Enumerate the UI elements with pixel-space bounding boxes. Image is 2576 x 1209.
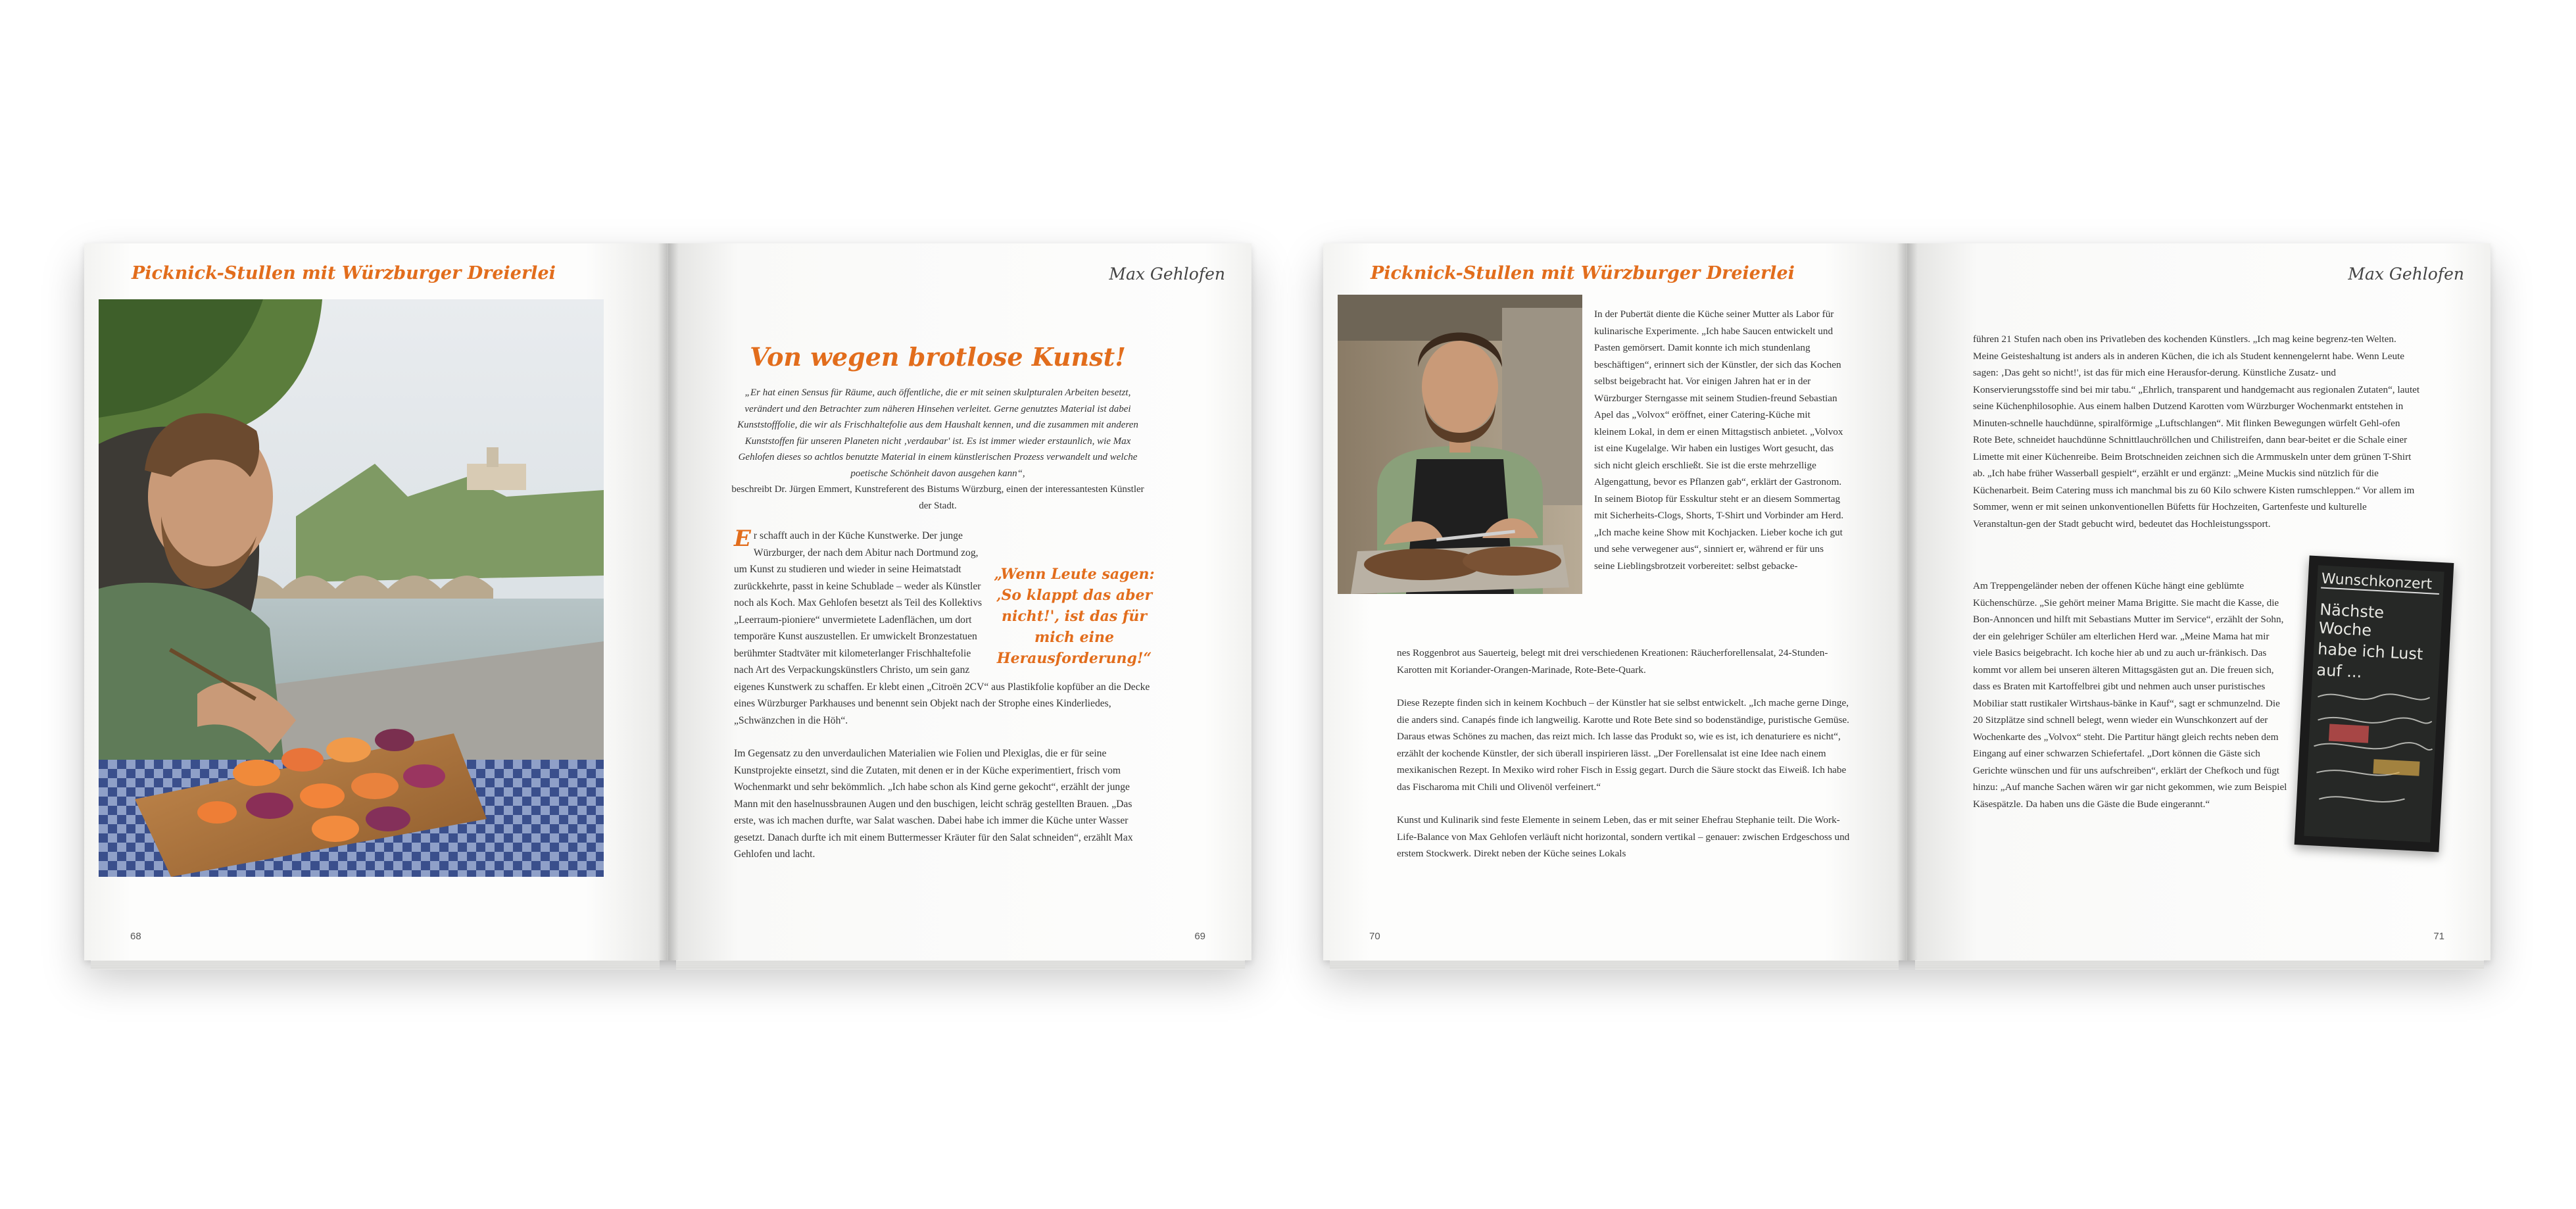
page-69: [668, 243, 1252, 960]
intro-quote-text: „Er hat einen Sensus für Räume, auch öffentliche, die er mit seinen skulpturalen Arbeiten besetzt, verändert und den Betrachter zum näheren Hinsehen verleitet. Gerne genutztes Material ist dabei Kunststofffolie, die wir als Frischhaltefolie aus dem Haushalt kennen, und die zusammen mit anderen Kunststoffen für unseren Planeten nicht ‚verdaubar' ist. Es ist immer wieder erstaunlich, wie Max Gehlofen dieses so achtlos benutzte Material in einem künstlerischen Prozess verwandelt und welche poetische Schönheit davon ausgehen kann“,: [737, 387, 1138, 479]
intro-attribution: beschreibt Dr. Jürgen Emmert, Kunstreferent des Bistums Würzburg, einen der interessantesten Künstler der Stadt.: [731, 484, 1144, 511]
page-edges: [676, 960, 1245, 970]
body-column-2: Am Treppengeländer neben der offenen Küche hängt eine geblümte Küchenschürze. „Sie gehört meiner Mama Brigitte. Sie macht die Kasse, die Bon-Annoncen und hilft mit Sebastians Mutter im Service“, erzählt der Sohn, der ein gelehriger Schüler am elterlichen Herd war. „Meine Mama hat mir viele Basics beigebracht. Ich koche hier ab und zu auch ur-fränkisch. Das kommt vor allem bei unseren älteren Mittagsgästen gut an. Die freuen sich, dass es Braten mit Kartoffelbrei gibt und nehmen auch unser puristisches Mobiliar statt rustikaler Wirtshaus-bänke in Kauf“, sagt er schmunzelnd. Die 20 Sitzplätze sind schnell belegt, wenn wieder ein Wunschkonzert auf der Wochenkarte des „Volvox“ steht. Die Partitur hängt gleich rechts neben dem Eingang auf einer schwarzen Schiefertafel. „Dort können die Gäste sich Gerichte wünschen und für uns aufschreiben“, erklärt der Chefkoch und fügt hinzu: „Auf manche Sachen wären wir gar nicht gekommen, wie zum Beispiel Käsespätzle. Da haben uns die Gäste die Bude eingerannt.“: [1973, 580, 2287, 810]
photo-picnic-riverside: [99, 299, 604, 877]
page-edges: [91, 960, 660, 970]
page-number: 70: [1369, 931, 1380, 942]
paragraph-3: Kunst und Kulinarik sind feste Elemente in seinem Leben, das er mit seiner Ehefrau Stephanie teilt. Die Work-Life-Balance von Max Gehlofen verläuft nicht horizontal, sondern vertikal – genauer: zwischen Erdgeschoss und erstem Stockwerk. Direkt neben der Küche seines Lokals: [1397, 814, 1850, 859]
page-71: [1907, 243, 2491, 960]
photo-picnic-illustration: [99, 299, 604, 877]
page-70: [1323, 243, 1907, 960]
body-text-lower: [1397, 645, 1857, 879]
running-header: Picknick-Stullen mit Würzburger Dreierlei: [132, 263, 556, 284]
chalkboard-line: Nächste Woche: [2318, 600, 2385, 640]
running-header-author: Max Gehlofen: [2348, 264, 2464, 284]
chalkboard-title: Wunschkonzert: [2321, 571, 2440, 595]
photo-chef-kitchen: [1338, 295, 1582, 594]
paragraph-1: führen 21 Stufen nach oben ins Privatleben des kochenden Künstlers. „Ich mag keine begrenz-ten Welten. Meine Geisteshaltung ist anders als in anderen Küchen, die ich als Student kennengelernt habe. Wenn Leute sagen: ‚Das geht so nicht!', ist das für mich eine Herausfor-derung. Künstliche Zusatz- und Konservierungsstoffe sind bei mir tabu.“ „Ehrlich, transparent und handgemacht aus regionalen Zutaten“, lautet seine Küchenphilosophie. Aus einem halben Dutzend Karotten vom Würzburger Wochenmarkt entstehen in Minuten-schnelle hauchdünne, spiralförmige „Luftschlangen“. Mit flinken Bewegungen würfelt Gehl-ofen Rote Bete, schneidet hauchdünne Schnittlauchröllchen und Chilistreifen, dann bear-beitet er die Schale einer Limette mit einer Küchenreibe. Beim Brotschneiden zeichnen sich die Armmuskeln unter dem grünen T-Shirt ab. „Ich habe früher Wasserball gespielt“, erzählt er und ergänzt: „Meine Muckis sind nützlich für die Küchenarbeit. Beim Catering muss ich manchmal bis zu 60 Kilo schwere Kisten rumschleppen.“ Vor allem im Sommer, wenn er mit seinen unkonventionellen Büfetts für Hochzeiten, Gartenfeste und kulturelle Veranstaltun-gen der Stadt gebucht wird, bedeutet das Hochleistungssport.: [1973, 333, 2420, 530]
chalk-scribbles: [2304, 683, 2438, 835]
paragraph-continued: nes Roggenbrot aus Sauerteig, belegt mit drei verschiedenen Kreationen: Räucherforellensalat, 24-Stunden-Karotten mit Koriander-Orangen-Marinade, Rote-Bete-Quark.: [1397, 647, 1828, 676]
book-spread-right: [1323, 243, 2491, 960]
body-column-1: In der Pubertät diente die Küche seiner Mutter als Labor für kulinarische Experimente. „Ich habe Saucen entwickelt und Pasten gemörsert. Damit konnte ich mich stundenlang beschäftigen“, erinnert sich der Künstler, der sich das Kochen selbst beigebracht hat. Vor einigen Jahren hat er in der Würzburger Sterngasse mit seinem Studien-freund Sebastian Apel das „Volvox“ eröffnet, einer Catering-Küche mit kleinem Lokal, in dem er einen Mittagstisch anbietet. „Volvox ist eine Kugelalge. Wir haben ein lustiges Wort gesucht, das sich nicht gleich erschließt. Sie ist die erste mehrzellige Algengattung, bevor es Pflanzen gab“, erklärt der Gastronom. In seinem Biotop für Esskultur steht er an diesem Sommertag mit Sicherheits-Clogs, Shorts, T-Shirt und Vorbinder am Herd. „Ich mache keine Show mit Kochjacken. Lieber koche ich gut und sehe verwegener aus“, sinniert er, während er für uns seine Lieblingsbrotzeit vorbereitet: selbst gebacke-: [1594, 308, 1844, 572]
book-spread-left: [84, 243, 1252, 960]
chalkboard-line: habe ich Lust: [2317, 639, 2424, 664]
page-68: [84, 243, 668, 960]
page-edges: [1915, 960, 2484, 970]
paragraph-2: Diese Rezepte finden sich in keinem Kochbuch – der Künstler hat sie selbst entwickelt. „Ich mache gerne Dinge, die anders sind. Canapés finde ich langweilig. Karotte und Rote Bete sind so bodenständige, puristische Gemüse. Daraus etwas Schönes zu machen, das reizt mich. Ich lasse das Produkt so, wie es ist, ich denaturiere es nicht“, erzählt der kochende Künstler, der sich überall inspirieren lässt. „Der Forellensalat ist eine Idee nach einem mexikanischen Rezept. In Mexiko wird roher Fisch in Essig gegart. Durch die Säure stockt das Eiweiß. Ich habe das Fischaroma mit Chili und Olivenöl verfeinert.“: [1397, 697, 1849, 793]
body-text: [734, 528, 1155, 879]
drop-cap: E: [734, 526, 751, 552]
paragraph-2: Im Gegensatz zu den unverdaulichen Materialien wie Folien und Plexiglas, die er für seine Kunstprojekte einsetzt, sind die Zutaten, mit denen er in der Küche experimentiert, frisch vom Wochenmarkt und sehr bekömmlich. „Ich habe schon als Kind gerne gekocht“, erzählt der junge Mann mit den haselnussbraunen Augen und den buschigen, leicht schräg gestellten Brauen. „Das erste, was ich machen durfte, war Salat waschen. Dabei habe ich immer die Küche unter Wasser gesetzt. Danach durfte ich mit einem Buttermesser Kräuter für den Salat schneiden“, erzählt Max Gehlofen und lacht.: [734, 748, 1133, 860]
photo-chalkboard: [2295, 556, 2454, 852]
page-edges: [1330, 960, 1899, 970]
photo-chef-illustration: [1338, 295, 1582, 594]
running-header: Picknick-Stullen mit Würzburger Dreierlei: [1371, 263, 1795, 284]
pull-quote: „Wenn Leute sagen: ‚So klappt das aber nicht!', ist das für mich eine Herausforderung!“: [994, 566, 1155, 667]
body-text: [1973, 331, 2420, 549]
page-number: 71: [2433, 931, 2444, 942]
chalkboard: [2304, 565, 2444, 842]
running-header-author: Max Gehlofen: [1109, 264, 1225, 284]
paragraph-1-text: r schafft auch in der Küche Kunstwerke. Der junge Würzburger, der nach dem Abitur nach Dortmund zog, um Kunst zu studieren und wieder in seine Heimatstadt zurückkehrte, passt in keine Schublade – weder als Künstler noch als Koch. Max Gehlofen besetzt als Teil des Kollektivs „Leerraum-pioniere“ unvermietete Ladenflächen, um dort temporäre Kunst auszustellen. Er umwickelt Bronzestatuen berühmter Stadtväter mit kilometerlanger Frischhaltefolie nach Art des Verpackungskünstlers Christo, um sein ganz eigenes Kunstwerk zu schaffen. Er klebt einen „Citroën 2CV“ aus Plastikfolie kopfüber an die Decke eines Würzburger Parkhauses und benennt sein Objekt nach der Strophe eines Kinderliedes, „Schwänzchen in die Höh“.: [734, 530, 1150, 726]
page-number: 69: [1194, 931, 1205, 942]
chalkboard-line: auf ...: [2316, 660, 2363, 681]
intro-quote: [727, 385, 1148, 514]
page-number: 68: [130, 931, 141, 942]
article-title: Von wegen brotlose Kunst!: [750, 342, 1126, 372]
